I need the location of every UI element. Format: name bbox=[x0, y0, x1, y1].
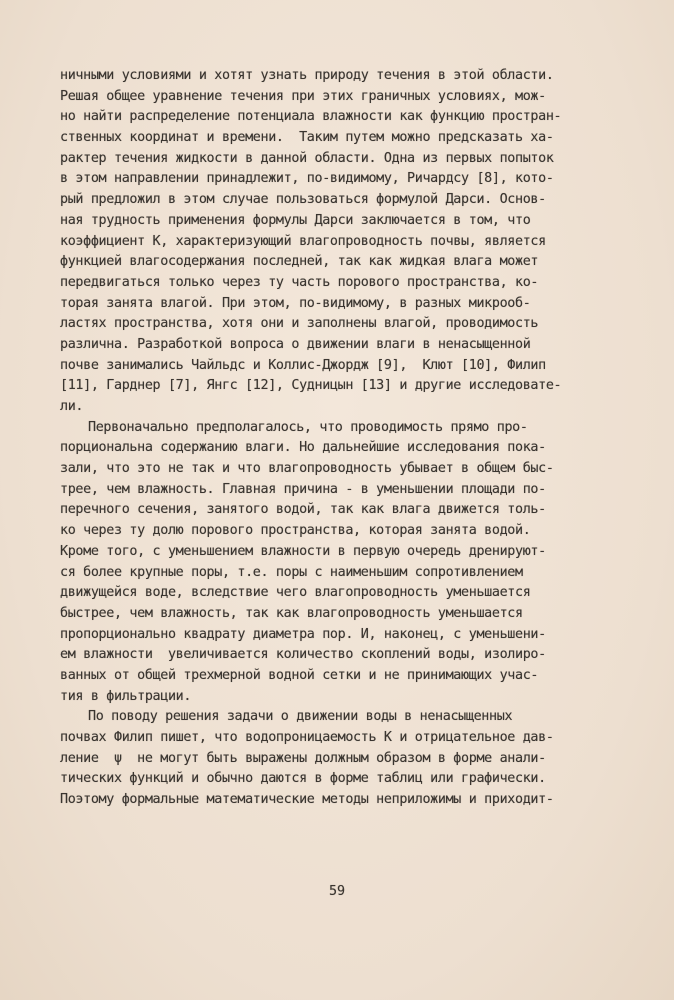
text-line: ем влажности увеличивается количество скоплений воды, изолиро- bbox=[60, 647, 546, 663]
text-line: функцией влагосодержания последней, так как жидкая влага может bbox=[60, 254, 539, 270]
text-line: коэффициент К, характеризующий влагопроводность почвы, является bbox=[60, 233, 546, 249]
text-line: ластях пространства, хотя они и заполнены влагой, проводимость bbox=[60, 316, 539, 332]
text-line: но найти распределение потенциала влажности как функцию простран- bbox=[60, 109, 562, 125]
text-line: почвах Филип пишет, что водопроницаемость К и отрицательное дав- bbox=[60, 730, 554, 745]
text-line: почве занимались Чайльдс и Коллис-Джордж [9], Клют [10], Филип bbox=[60, 357, 546, 373]
paragraph-1 bbox=[60, 66, 640, 418]
text-line: порциональна содержанию влаги. Но дальнейшие исследования пока- bbox=[60, 440, 546, 456]
text-line: ная трудность применения формулы Дарси заключается в том, что bbox=[60, 212, 531, 228]
text-line: ление ψ не могут быть выражены должным образом в форме анали- bbox=[60, 750, 546, 766]
page-number: 59 bbox=[328, 884, 346, 899]
paragraph-2 bbox=[60, 418, 640, 708]
body-text bbox=[60, 66, 640, 811]
text-line: передвигаться только через ту часть порового пространства, ко- bbox=[60, 274, 539, 290]
text-line: различна. Разработкой вопроса о движении влаги в ненасыщенной bbox=[60, 336, 531, 352]
text-line: в этом направлении принадлежит, по-видимому, Ричардсу [8], кото- bbox=[60, 171, 554, 187]
text-line: торая занята влагой. При этом, по-видимому, в разных микрооб- bbox=[60, 295, 531, 311]
text-line: Решая общее уравнение течения при этих граничных условиях, мож- bbox=[60, 88, 546, 104]
text-line: ко через ту долю порового пространства, которая занята водой. bbox=[60, 523, 531, 539]
text-line: [11], Гарднер [7], Янгс [12], Судницын [13] и другие исследовате- bbox=[60, 378, 562, 394]
text-line: Кроме того, с уменьшением влажности в первую очередь дренируют- bbox=[60, 543, 546, 559]
text-line: ли. bbox=[60, 399, 84, 414]
paragraph-3 bbox=[60, 707, 640, 810]
text-line: рактер течения жидкости в данной области. Одна из первых попыток bbox=[60, 150, 554, 166]
text-line: перечного сечения, занятого водой, так как влага движется толь- bbox=[60, 502, 546, 518]
text-line: ся более крупные поры, т.е. поры с наименьшим сопротивлением bbox=[60, 564, 523, 580]
text-line: Поэтому формальные математические методы неприложимы и приходит- bbox=[60, 792, 554, 808]
text-line: трее, чем влажность. Главная причина - в уменьшении площади по- bbox=[60, 481, 546, 497]
text-line: По поводу решения задачи о движении воды в ненасыщенных bbox=[88, 709, 513, 725]
text-line: быстрее, чем влажность, так как влагопроводность уменьшается bbox=[60, 605, 523, 621]
text-line: зали, что это не так и что влагопроводность убывает в общем быс- bbox=[60, 461, 554, 477]
text-line: тия в фильтрации. bbox=[60, 688, 192, 704]
text-line: движущейся воде, вследствие чего влагопроводность уменьшается bbox=[60, 585, 531, 601]
text-line: ничными условиями и хотят узнать природу течения в этой области. bbox=[60, 68, 554, 83]
text-line: ственных координат и времени. Таким путем можно предсказать ха- bbox=[60, 130, 554, 146]
text-line: пропорционально квадрату диаметра пор. И, наконец, с уменьшени- bbox=[60, 626, 546, 642]
text-line: ванных от общей трехмерной водной сетки и не принимающих учас- bbox=[60, 667, 539, 683]
text-line: Первоначально предполагалось, что проводимость прямо про- bbox=[88, 419, 528, 435]
text-line: рый предложил в этом случае пользоваться формулой Дарси. Основ- bbox=[60, 192, 546, 208]
text-line: тических функций и обычно даются в форме таблиц или графически. bbox=[60, 771, 546, 787]
